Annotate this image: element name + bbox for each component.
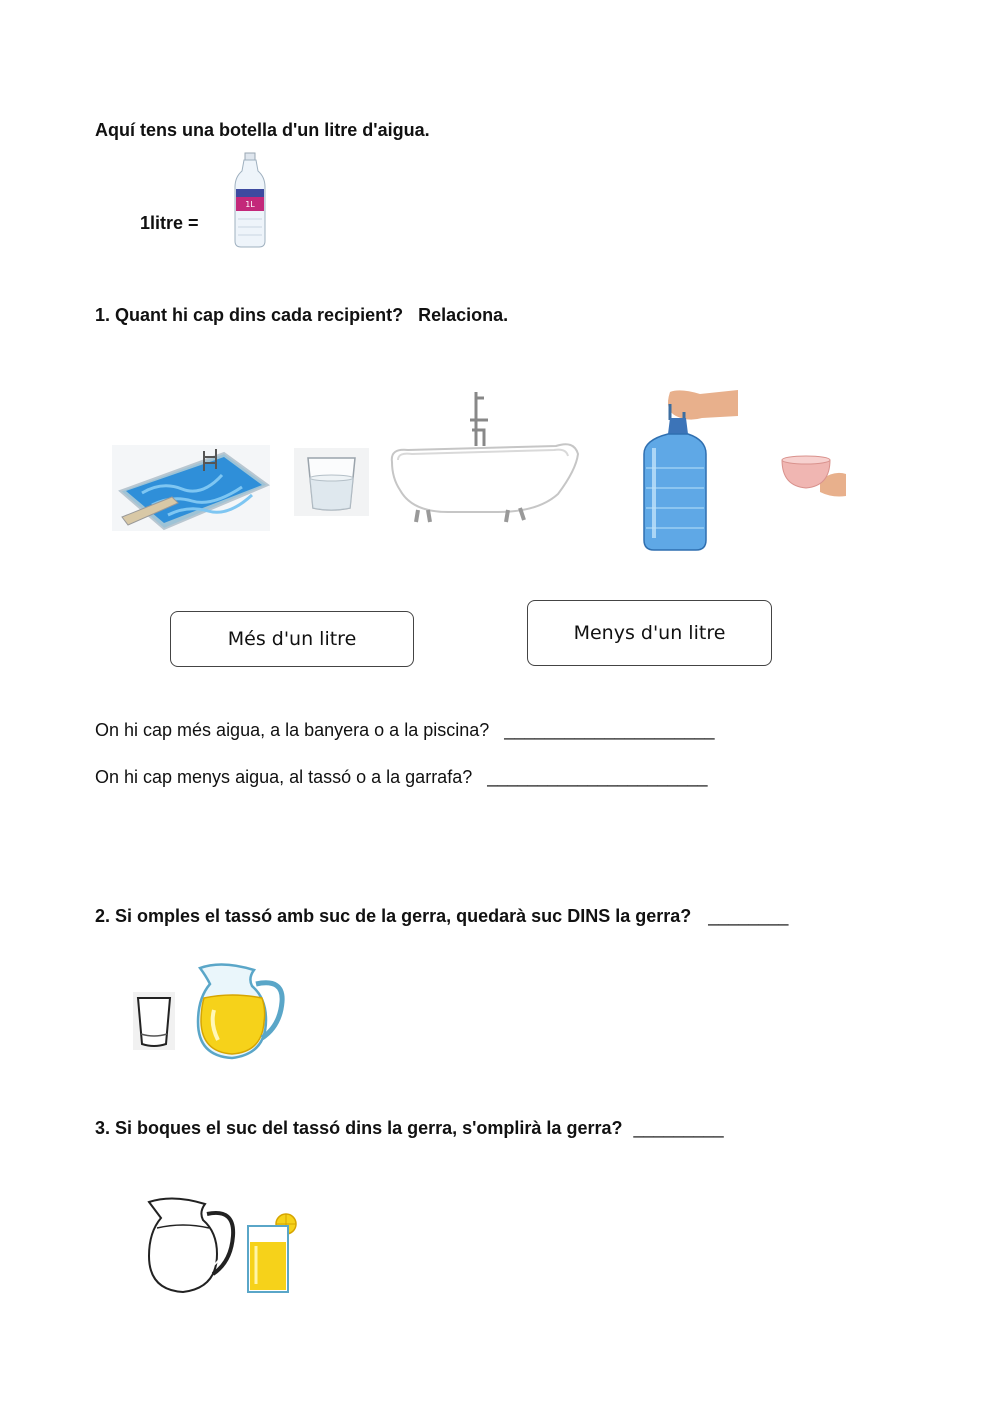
question-1a-text: On hi cap més aigua, a la banyera o a la piscina?: [95, 720, 490, 740]
empty-glass-icon: [133, 992, 175, 1050]
question-1b-text: On hi cap menys aigua, al tassó o a la garrafa?: [95, 767, 473, 787]
question-3-title: 3. Si boques el suc del tassó dins la gerra, s'omplirà la gerra?: [95, 1118, 623, 1138]
answer-blank-3[interactable]: _________: [633, 1118, 724, 1138]
glass-icon: [294, 448, 369, 516]
juice-jug-icon: [192, 962, 286, 1062]
pool-icon: [112, 445, 270, 531]
bathtub-icon: [388, 390, 588, 525]
box-less-than-litre[interactable]: Menys d'un litre: [527, 600, 772, 666]
question-1a: [95, 720, 715, 741]
intro-text: Aquí tens una botella d'un litre d'aigua.: [95, 120, 430, 140]
litre-equation: 1litre =: [140, 213, 199, 233]
question-2-title: 2. Si omples el tassó amb suc de la gerra, quedarà suc DINS la gerra?: [95, 906, 692, 926]
question-2: [95, 906, 788, 927]
juice-glass-icon: [244, 1212, 302, 1294]
answer-blank-2[interactable]: ________: [708, 906, 789, 926]
answer-blank-1b[interactable]: ______________________: [487, 767, 708, 787]
water-jug-icon: [640, 388, 740, 554]
box-more-than-litre[interactable]: Més d'un litre: [170, 611, 414, 667]
water-bottle-icon: [232, 153, 268, 248]
bowl-icon: [780, 452, 848, 498]
outline-jug-icon: [143, 1196, 239, 1296]
question-1-title: 1. Quant hi cap dins cada recipient? Relaciona.: [95, 305, 509, 325]
answer-blank-1a[interactable]: _____________________: [504, 720, 715, 740]
question-3: [95, 1118, 724, 1139]
question-1b: [95, 767, 707, 788]
bottle-label: 1L: [245, 200, 255, 209]
